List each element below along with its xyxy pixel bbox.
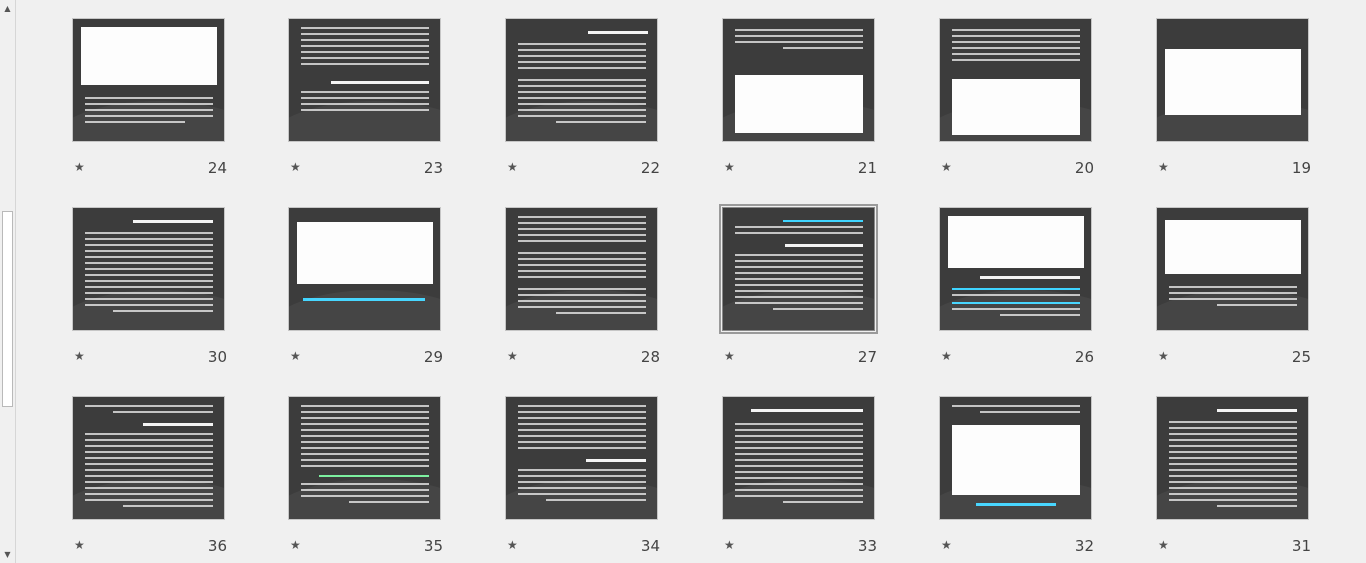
slide-preview[interactable] <box>1156 396 1309 520</box>
slide-number: 22 <box>640 159 660 177</box>
slide-number: 31 <box>1291 537 1311 555</box>
slide-number: 33 <box>857 537 877 555</box>
slide-thumbnail-27[interactable] <box>722 189 877 369</box>
star-icon: ★ <box>507 160 518 174</box>
slide-number: 35 <box>423 537 443 555</box>
slide-preview[interactable] <box>722 18 875 142</box>
slide-thumbnail-19[interactable] <box>1156 0 1311 180</box>
star-icon: ★ <box>1158 538 1169 552</box>
slide-number: 20 <box>1074 159 1094 177</box>
slide-preview[interactable] <box>939 207 1092 331</box>
slide-preview[interactable] <box>72 396 225 520</box>
slide-preview[interactable] <box>939 396 1092 520</box>
star-icon: ★ <box>290 538 301 552</box>
slide-thumbnail-34[interactable] <box>505 378 660 558</box>
slide-thumbnail-35[interactable] <box>288 378 443 558</box>
slide-preview-selected[interactable] <box>722 207 875 331</box>
slide-thumbnail-31[interactable] <box>1156 378 1311 558</box>
slide-preview[interactable] <box>1156 18 1309 142</box>
slide-sorter-grid <box>16 0 1366 563</box>
slide-thumbnail-20[interactable] <box>939 0 1094 180</box>
star-icon: ★ <box>941 160 952 174</box>
slide-thumbnail-22[interactable] <box>505 0 660 180</box>
scroll-down-icon[interactable]: ▼ <box>4 550 11 559</box>
slide-thumbnail-33[interactable] <box>722 378 877 558</box>
star-icon: ★ <box>507 538 518 552</box>
slide-preview[interactable] <box>288 18 441 142</box>
slide-preview[interactable] <box>939 18 1092 142</box>
slide-number: 26 <box>1074 348 1094 366</box>
slide-thumbnail-32[interactable] <box>939 378 1094 558</box>
star-icon: ★ <box>724 538 735 552</box>
slide-preview[interactable] <box>722 396 875 520</box>
star-icon: ★ <box>724 160 735 174</box>
slide-thumbnail-26[interactable] <box>939 189 1094 369</box>
star-icon: ★ <box>290 160 301 174</box>
slide-number: 29 <box>423 348 443 366</box>
slide-number: 25 <box>1291 348 1311 366</box>
star-icon: ★ <box>74 349 85 363</box>
slide-preview[interactable] <box>288 207 441 331</box>
star-icon: ★ <box>74 160 85 174</box>
slide-thumbnail-29[interactable] <box>288 189 443 369</box>
slide-thumbnail-23[interactable] <box>288 0 443 180</box>
slide-preview[interactable] <box>72 207 225 331</box>
star-icon: ★ <box>1158 349 1169 363</box>
slide-thumbnail-28[interactable] <box>505 189 660 369</box>
slide-number: 23 <box>423 159 443 177</box>
vertical-scrollbar[interactable] <box>0 0 16 563</box>
slide-number: 30 <box>207 348 227 366</box>
slide-thumbnail-21[interactable] <box>722 0 877 180</box>
scroll-up-icon[interactable]: ▲ <box>4 4 11 13</box>
slide-preview[interactable] <box>505 207 658 331</box>
slide-number: 28 <box>640 348 660 366</box>
star-icon: ★ <box>74 538 85 552</box>
slide-thumbnail-36[interactable] <box>72 378 227 558</box>
slide-preview[interactable] <box>288 396 441 520</box>
star-icon: ★ <box>941 538 952 552</box>
star-icon: ★ <box>724 349 735 363</box>
star-icon: ★ <box>507 349 518 363</box>
slide-number: 19 <box>1291 159 1311 177</box>
slide-thumbnail-24[interactable] <box>72 0 227 180</box>
slide-number: 36 <box>207 537 227 555</box>
star-icon: ★ <box>941 349 952 363</box>
slide-number: 32 <box>1074 537 1094 555</box>
slide-preview[interactable] <box>72 18 225 142</box>
slide-number: 34 <box>640 537 660 555</box>
scrollbar-thumb[interactable] <box>2 211 13 407</box>
slide-preview[interactable] <box>505 18 658 142</box>
star-icon: ★ <box>290 349 301 363</box>
slide-number: 24 <box>207 159 227 177</box>
slide-thumbnail-25[interactable] <box>1156 189 1311 369</box>
slide-preview[interactable] <box>1156 207 1309 331</box>
star-icon: ★ <box>1158 160 1169 174</box>
slide-preview[interactable] <box>505 396 658 520</box>
slide-number: 21 <box>857 159 877 177</box>
slide-number: 27 <box>857 348 877 366</box>
slide-thumbnail-30[interactable] <box>72 189 227 369</box>
